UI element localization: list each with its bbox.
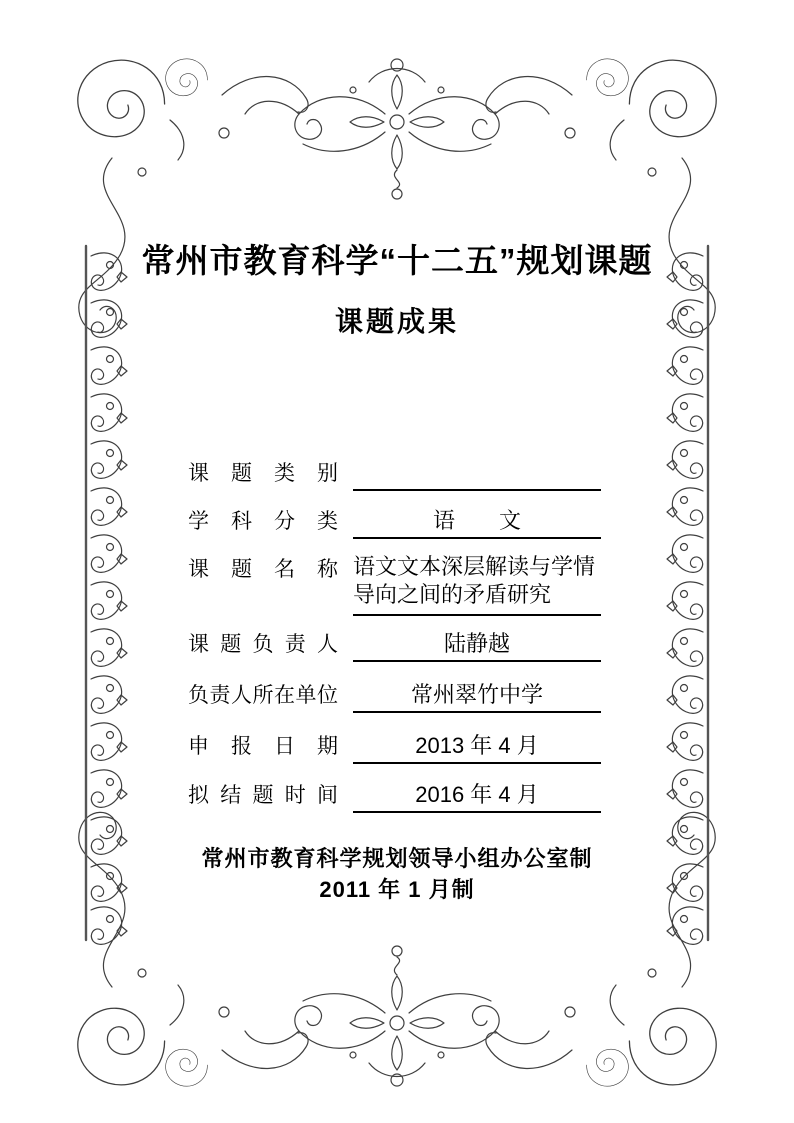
field-underline: [353, 680, 601, 713]
field-label: 拟结题时间: [188, 784, 338, 807]
field-value: 语 文: [432, 508, 521, 533]
field-value: 2016 年 4 月: [415, 782, 539, 807]
field-underline: [353, 553, 601, 616]
form-row-leader-unit: [188, 680, 601, 713]
field-value: 语文文本深层解读与学情导向之间的矛盾研究: [353, 554, 596, 607]
field-value: 2013 年 4 月: [415, 733, 539, 758]
issuer-footer: [0, 843, 794, 905]
field-label: 学科分类: [188, 510, 338, 533]
field-underline: [353, 780, 601, 813]
form-row-topic-category: [188, 458, 601, 491]
field-value: 陆静越: [443, 631, 510, 656]
field-underline: [353, 506, 601, 539]
form-row-leader-name: [188, 629, 601, 662]
field-underline: [353, 629, 601, 662]
page-title: 常州市教育科学“十二五”规划课题: [141, 242, 653, 280]
issue-date-line: 2011 年 1 月制: [319, 877, 475, 902]
field-label: 申报日期: [188, 735, 338, 758]
field-label: 课题名称: [188, 558, 338, 581]
form-row-subject-class: [188, 506, 601, 539]
page-subtitle: 课题成果: [334, 306, 459, 337]
field-value: 常州翠竹中学: [410, 682, 543, 707]
field-underline: [353, 731, 601, 764]
form-row-topic-name: [188, 553, 601, 616]
field-label: 负责人所在单位: [188, 684, 338, 707]
issuer-line: 常州市教育科学规划领导小组办公室制: [201, 846, 593, 871]
form-row-apply-date: [188, 731, 601, 764]
form-row-finish-date: [188, 780, 601, 813]
field-label: 课题类别: [188, 462, 338, 485]
field-underline: [353, 458, 601, 491]
field-label: 课题负责人: [188, 633, 338, 656]
